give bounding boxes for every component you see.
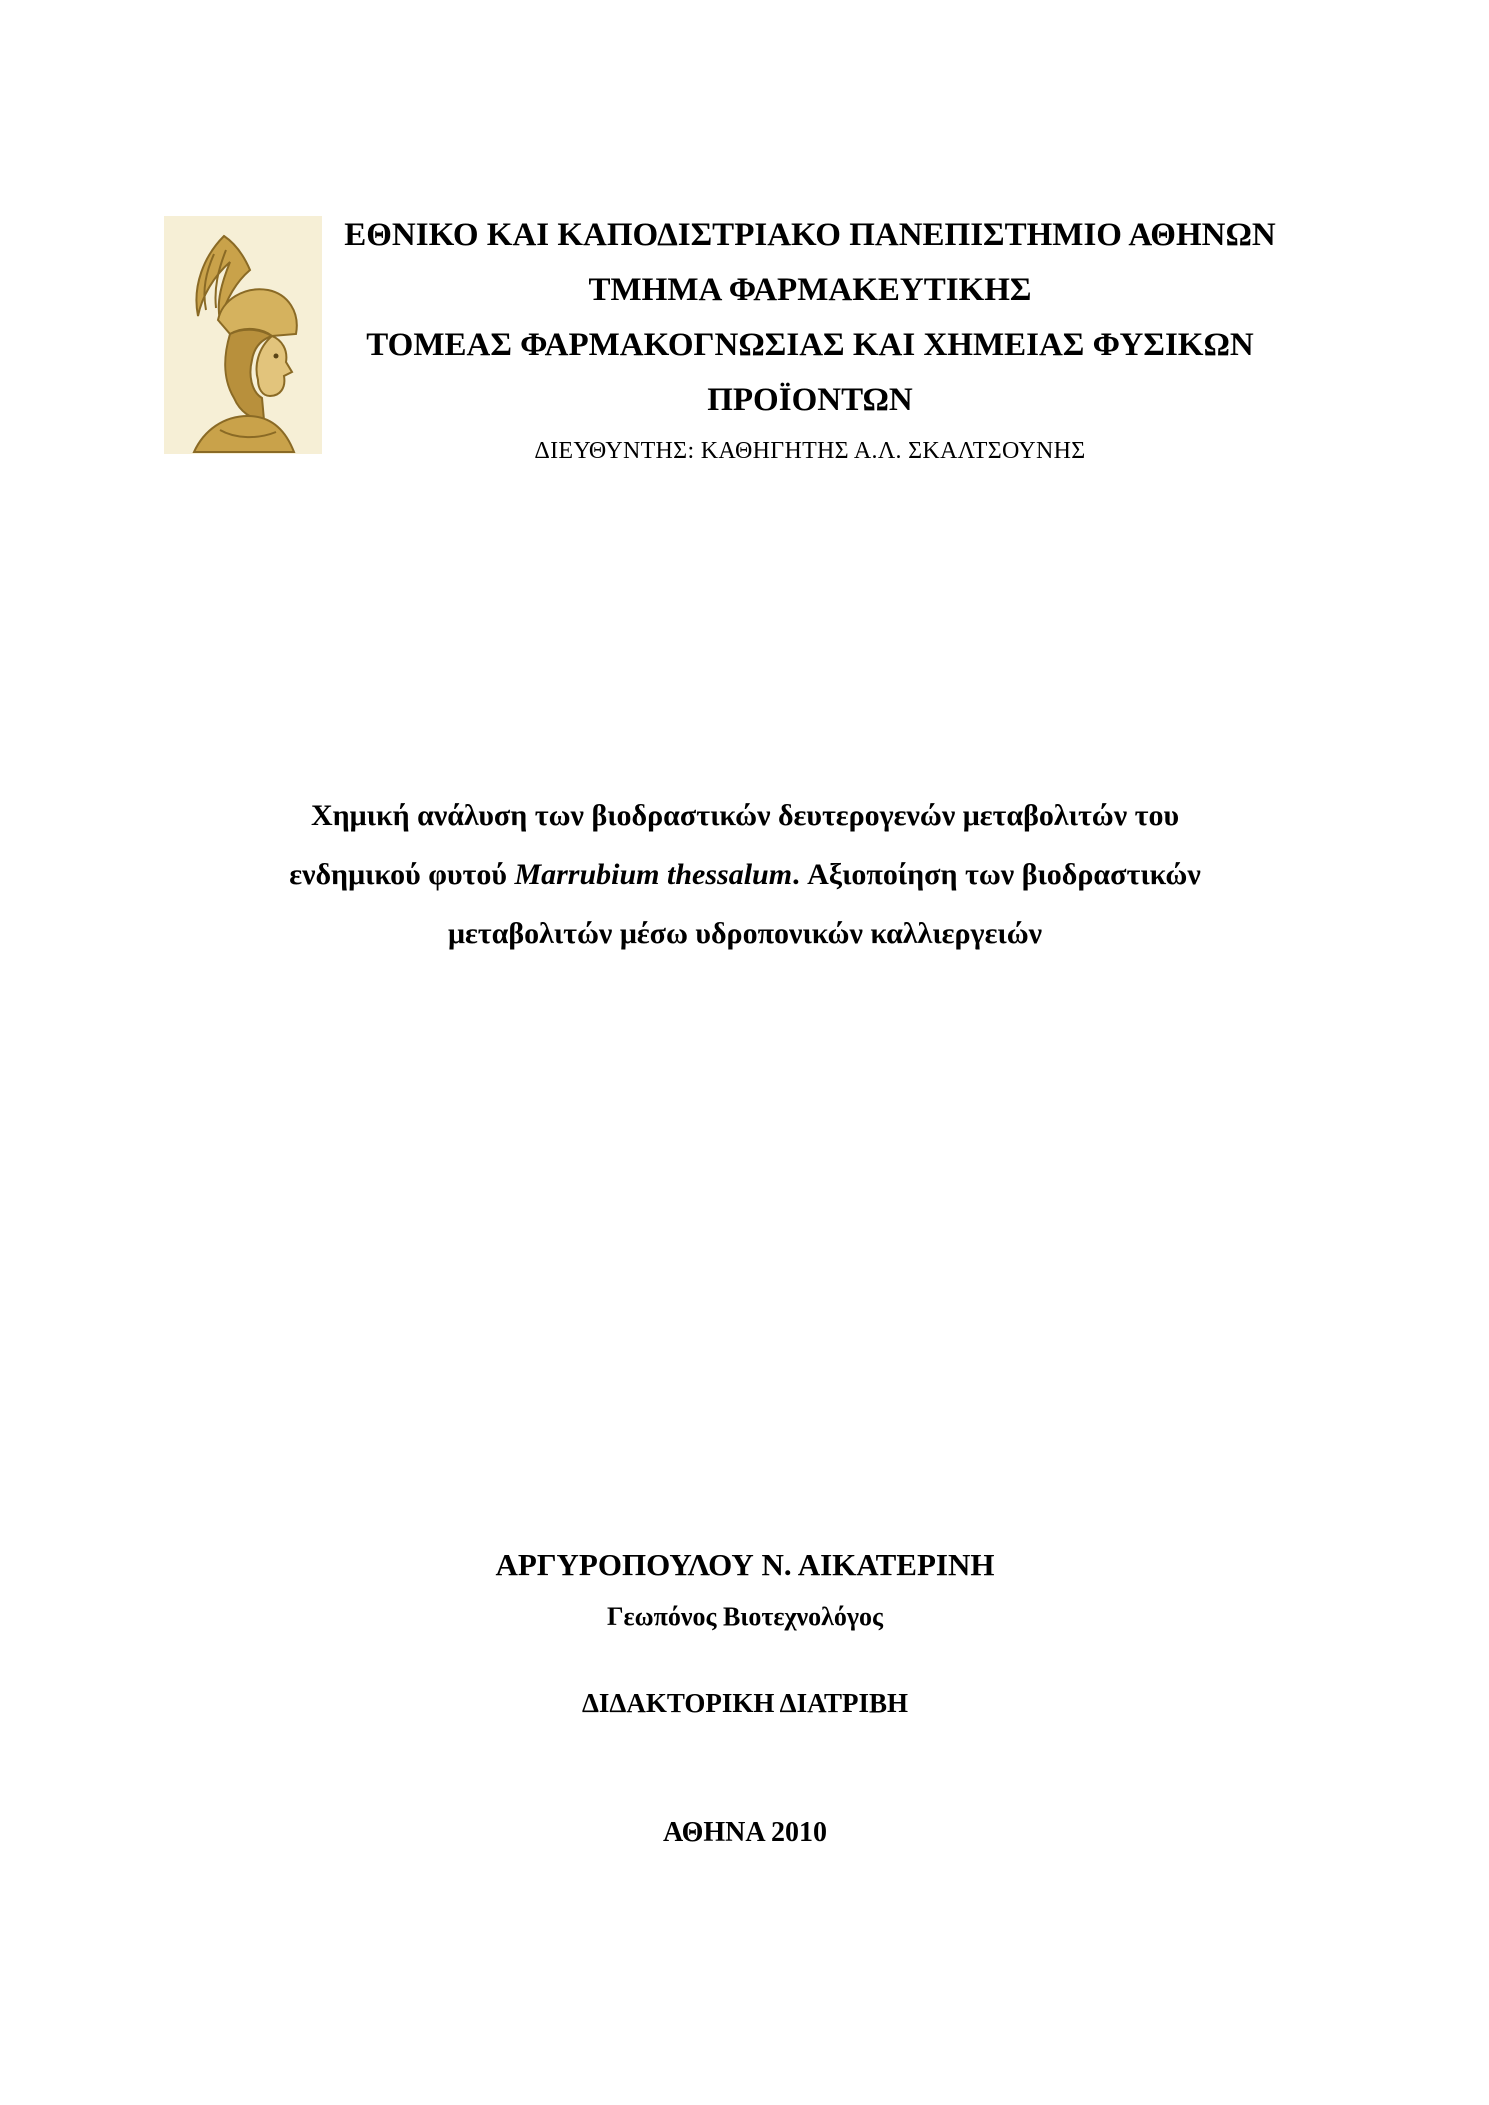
thesis-title-line2-start: ενδημικού φυτού	[289, 858, 515, 891]
section-name-line1: ΤΟΜΕΑΣ ΦΑΡΜΑΚΟΓΝΩΣΙΑΣ ΚΑΙ ΧΗΜΕΙΑΣ ΦΥΣΙΚΩΝ	[366, 327, 1254, 363]
thesis-title-line3: μεταβολιτών μέσω υδροπονικών καλλιεργειών	[447, 917, 1043, 950]
athena-head-emblem-icon	[164, 216, 322, 454]
section-name-line2: ΠΡΟΪΟΝΤΩΝ	[707, 382, 913, 418]
place-and-year: ΑΘΗΝΑ 2010	[662, 1817, 828, 1848]
thesis-title-line2	[160, 855, 1330, 914]
thesis-title-line2-end: . Αξιοποίηση των βιοδραστικών	[792, 858, 1201, 891]
author-info	[160, 1545, 1330, 1721]
director-line: ΔΙΕΥΘΥΝΤΗΣ: ΚΑΘΗΓΗΤΗΣ Α.Λ. ΣΚΑΛΤΣΟΥΝΗΣ	[534, 438, 1086, 464]
author-role: Γεωπόνος Βιοτεχνολόγος	[606, 1602, 883, 1631]
thesis-title	[160, 796, 1330, 973]
thesis-title-line1: Χημική ανάλυση των βιοδραστικών δευτερογενών μεταβολιτών του	[310, 799, 1180, 832]
institution-header	[330, 214, 1290, 468]
university-emblem	[164, 216, 322, 454]
university-name: ΕΘΝΙΚΟ ΚΑΙ ΚΑΠΟΔΙΣΤΡΙΑΚΟ ΠΑΝΕΠΙΣΤΗΜΙΟ ΑΘΗΝΩΝ	[344, 217, 1276, 253]
department-name: ΤΜΗΜΑ ΦΑΡΜΑΚΕΥΤΙΚΗΣ	[588, 272, 1032, 308]
document-type: ΔΙΔΑΚΤΟΡΙΚΗ ΔΙΑΤΡΙΒΗ	[582, 1688, 908, 1718]
author-name: ΑΡΓΥΡΟΠΟΥΛΟΥ Ν. ΑΙΚΑΤΕΡΙΝΗ	[495, 1547, 995, 1582]
species-name: Marrubium thessalum	[514, 858, 793, 891]
